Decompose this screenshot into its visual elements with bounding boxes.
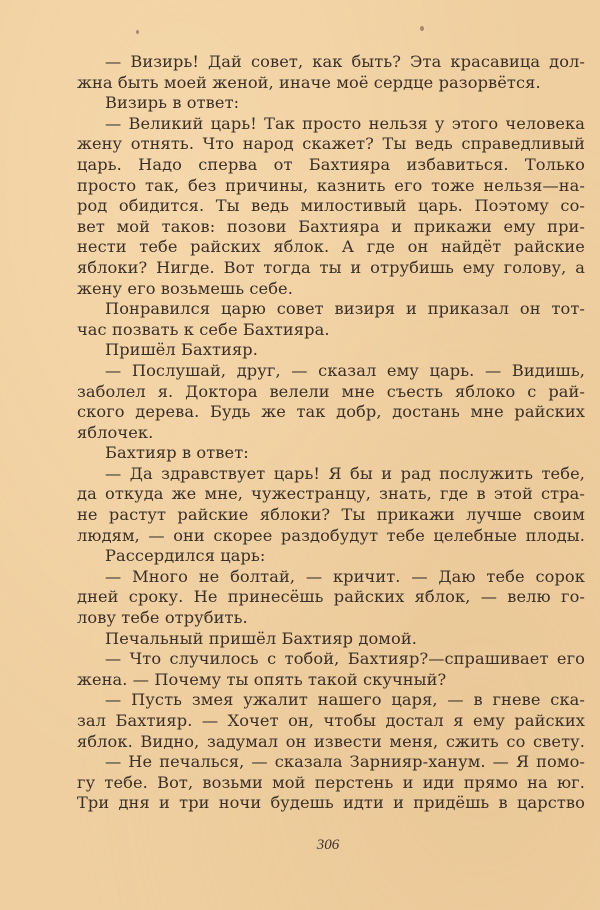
text-line: да откуда же мне, чужестранцу, знать, где в этой стра- <box>77 484 585 504</box>
text-line: яблок. Видно, задумал он извести меня, сжить со свету. <box>77 731 585 751</box>
page-number: 306 <box>316 837 340 853</box>
text-line: жна быть моей женой, иначе моё сердце разорвётся. <box>77 72 541 92</box>
text-line: жена. — Почему ты опять такой скучный? <box>77 669 447 689</box>
text-line: — Великий царь! Так просто нельзя у этого человека <box>105 113 585 133</box>
text-line: вет мой таков: позови Бахтияра и прикажи ему при- <box>77 216 585 236</box>
page-body-text <box>77 52 585 814</box>
text-line: гу тебе. Вот, возьми мой перстень и иди прямо на юг. <box>77 772 585 792</box>
text-line: жену отнять. Что народ скажет? Ты ведь справедливый <box>77 134 585 154</box>
text-line: царь. Надо сперва от Бахтияра избавиться. Только <box>77 154 585 174</box>
text-line: ского дерева. Будь же так добр, достань мне райских <box>77 402 585 422</box>
text-line: Понравился царю совет визиря и приказал он тот- <box>105 299 585 319</box>
text-line: Бахтияр в ответ: <box>105 443 249 463</box>
text-line: дней сроку. Не принесёшь райских яблок, — велю го- <box>77 587 585 607</box>
text-line: — Послушай, друг, — сказал ему царь. — Видишь, <box>105 360 585 380</box>
text-line: нести тебе райских яблок. А где он найдёт райские <box>77 237 585 257</box>
text-line: — Да здравствует царь! Я бы и рад послужить тебе, <box>105 463 585 483</box>
text-line: зал Бахтияр. — Хочет он, чтобы достал я ему райских <box>77 711 585 730</box>
text-line: — Что случилось с тобой, Бахтияр?—спрашивает его <box>105 649 585 669</box>
text-line: не растут райские яблоки? Ты прикажи лучше своим <box>77 505 585 525</box>
text-line: жену его возьмешь себе. <box>77 278 293 298</box>
text-line: Печальный пришёл Бахтияр домой. <box>105 628 417 648</box>
text-line: час позвать к себе Бахтияра. <box>77 319 330 339</box>
text-line: — Визирь! Дай совет, как быть? Эта красавица дол- <box>105 52 585 71</box>
text-line: — Пусть змея ужалит нашего царя, — в гневе ска- <box>105 690 585 710</box>
paper-speck <box>420 26 424 31</box>
text-line: Рассердился царь: <box>105 546 266 566</box>
text-line: людям, — они скорее раздобудут тебе целебные плоды. <box>77 525 585 545</box>
paper-speck <box>136 30 139 34</box>
text-line: — Много не болтай, — кричит. — Даю тебе сорок <box>105 566 585 586</box>
text-line: Три дня и три ночи будешь идти и придёшь в царство <box>77 793 585 813</box>
text-line: яблочек. <box>77 422 154 442</box>
text-line: просто так, без причины, казнить его тоже нельзя—на- <box>77 175 585 195</box>
text-line: Визирь в ответ: <box>105 93 240 113</box>
text-line: яблоки? Нигде. Вот тогда ты и отрубишь ему голову, а <box>77 257 585 277</box>
text-line: род обидится. Ты ведь милостивый царь. Поэтому со- <box>77 196 585 216</box>
text-line: лову тебе отрубить. <box>77 608 248 628</box>
text-line: — Не печалься, — сказала Зарнияр-ханум. — Я помо- <box>105 752 585 772</box>
text-line: заболел я. Доктора велели мне съесть яблоко с рай- <box>77 381 585 401</box>
text-line: Пришёл Бахтияр. <box>105 340 258 360</box>
